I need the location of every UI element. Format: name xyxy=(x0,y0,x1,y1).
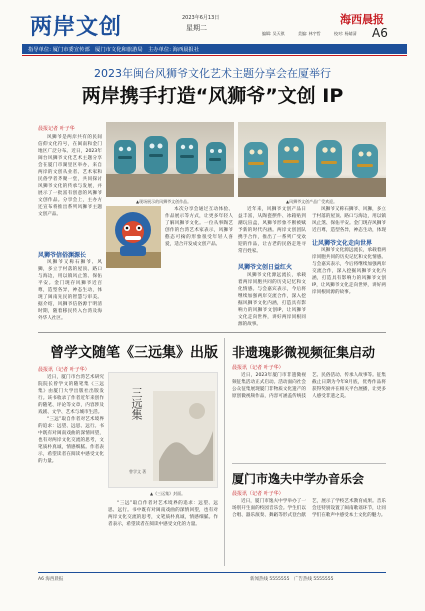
lead-headline: 两岸携手打造“风狮爷”文创 IP xyxy=(81,85,344,107)
story4-byline: 晨报讯（记者 叶子华） xyxy=(232,491,284,497)
paper-name-logo: 海西晨报 xyxy=(340,13,384,26)
lead-photo-right-caption: ▲风狮爷文创产品广受欢迎。 xyxy=(286,199,338,204)
lead-photo-left xyxy=(106,122,234,197)
story3-body: 近日，2023年厦门市非遗微视频征集活动正式启动。活动面向社会公众征集展现厦门非物质文化遗产的原创微视频作品，内容可涵盖传统技艺、民俗活动、传承人故事等。征集截止日期为今年8月底，优秀作品将获得奖励并在相关平台展播，让更多人感受非遗之美。 xyxy=(232,373,386,399)
designer-credit: 美编: 林宇哲 xyxy=(298,31,321,36)
book-cover xyxy=(108,372,218,488)
section-heading-world: 让风狮爷文化走向世界 xyxy=(312,240,373,247)
story2-byline: 晨报讯（记者 叶子华） xyxy=(38,367,90,373)
weekday: 星期二 xyxy=(186,24,207,32)
story4-headline: 厦门市逸夫中学办音乐会 xyxy=(232,472,365,486)
section-title: 两岸文创 xyxy=(30,15,123,40)
lead-col4b: 风狮爷文化源远流长，承载着两岸同胞共同的历史记忆和文化情感。与会嘉宾表示，今后将继续加强两岸交流合作，深入挖掘风狮爷文化内涵，打造具有影响力的风狮爷文创IP，让风狮爷文化走向世界，讲好两岸同根同源的故事。 xyxy=(238,273,306,327)
section-heading-origin: 风狮爷信俗渊源长 xyxy=(38,252,87,259)
section-divider xyxy=(38,332,386,333)
editor-credit: 编辑: 吴天祺 xyxy=(262,31,285,36)
guide-bar xyxy=(22,44,407,54)
lead-col5-top: 风狮爷又称石狮爷、风狮，多立于村落的屋顶、路口与海边，用以镇风止煞、保佑平安。金门现存风狮爷近百尊，造型各异，神态生动，体现 xyxy=(312,207,386,233)
story2-headline: 曾学文随笔《三远集》出版 xyxy=(50,345,218,361)
story3-divider xyxy=(232,463,386,464)
lead-col3: 本次分享会通过互动体验、作品展示等方式，让更多年轻人了解风狮爷文化。一位从事陶艺创作的台湾艺术家表示，风狮爷憨态可掬的形象很受年轻人喜爱，适合开发成文创产品。 xyxy=(165,207,233,247)
story3-headline: 非遗瑰影微视频征集启动 xyxy=(232,346,376,361)
footer-right: 新闻热线 5555555 广告热线 5555555 xyxy=(250,577,334,582)
story2-body-a: 近日，厦门市台湾艺术研究院院长曾学文的随笔集《三远集》由厦门大学出版社出版发行。该书收录了作者近年来创作的随笔、评论等文章，内容涉及戏剧、文学、艺术与城市生活。 “三远”取自作者对艺术境界的追求：远望、远思、远行。书中既有对闽南戏曲的深情回望，也有对两岸文化交流的思考，文笔质朴真诚，情感细腻。作者表示，希望读者在阅读中感受文化的力量。 xyxy=(38,375,104,464)
lead-col1: 风狮爷是两岸共有的民间信仰文化符号，在闽南和金门地区广泛分布。近日，2023年闽台风狮爷文化艺术主题分享会在厦门市湖里区举办，来自两岸的文创从业者、艺术家和民俗学者齐聚一堂，共同探讨风狮爷文化的传承与发展，并展示了一批富有创意的风狮爷文创作品。分享会上，主办方还宣布将推出系列风狮爷主题文创产品。 xyxy=(38,135,102,217)
lead-col4: 近年来，风狮爷文创产品日益丰富，从陶瓷摆件、冰箱贴到潮玩盲盒，风狮爷形象不断被赋予新的时代内涵。两岸文创团队携手合作，推出了一系列广受欢迎的作品，让古老的民俗走进寻常百姓家。 xyxy=(238,207,306,254)
column-divider xyxy=(224,338,225,566)
story2-body-b: “三远”取自作者对艺术境界的追求：远望、远思、远行。书中既有对闽南戏曲的深情回望，也有对两岸文化交流的思考，文笔质朴真诚，情感细腻。作者表示，希望读者在阅读中感受文化的力量。 xyxy=(108,501,218,527)
lead-photo-right xyxy=(238,122,386,197)
book-cover-title: 三远集 xyxy=(130,387,143,420)
story4-body: 近日，厦门市逸夫中学举办了一场别开生面的校园音乐会。学生们以合唱、器乐演奏、舞蹈等形式登台献艺，展示了学校艺术教育成果。音乐会还特别设置了闽南歌谣环节，让同学们在歌声中感受本土文化的魅力。 xyxy=(232,499,386,518)
story3-byline: 晨报讯（记者 叶子华） xyxy=(232,365,284,371)
footer-rule xyxy=(38,572,386,573)
lead-col5: 风狮爷文化源远流长，承载着两岸同胞共同的历史记忆和文化情感。与会嘉宾表示，今后将继续加强两岸交流合作，深入挖掘风狮爷文化内涵，打造具有影响力的风狮爷文创IP，让风狮爷文化走向世界，讲好两岸同根同源的故事。 xyxy=(312,248,386,295)
guide-bar-text: 指导单位: 厦门市委宣传部 厦门市文化和旅游局 主办单位: 海西晨报社 xyxy=(28,47,200,53)
lead-byline: 晨报记者 叶子华 xyxy=(38,126,75,132)
section-heading-creative: 风狮爷文创日益红火 xyxy=(238,264,293,271)
proof-credit: 校对: 杨婧清 xyxy=(334,31,357,36)
lead-subhead: 2023年闽台风狮爷文化艺术主题分享会在厦举行 xyxy=(94,67,331,80)
date: 2023年6月13日 xyxy=(182,15,220,21)
lead-photo-left-caption: ▲现场展示的风狮爷文创作品。 xyxy=(136,199,192,204)
lead-col2: 风狮爷又称石狮爷、风狮，多立于村落的屋顶、路口与海边，用以镇风止煞、保佑平安。金门现存风狮爷近百尊，造型各异，神态生动，体现了闽南先民的智慧与审美。据介绍，风狮爷信俗源于明清时期，随着移民传入台湾及海外华人社区。 xyxy=(38,260,102,321)
lead-photo-small xyxy=(106,206,161,268)
guide-bar-rule xyxy=(22,55,407,56)
footer-left: A6 海西晨报 xyxy=(38,577,64,582)
book-caption: ▲《三远集》封面。 xyxy=(150,491,186,496)
book-cover-author: 曾学文 著 xyxy=(129,469,147,474)
page-number: A6 xyxy=(372,26,388,40)
